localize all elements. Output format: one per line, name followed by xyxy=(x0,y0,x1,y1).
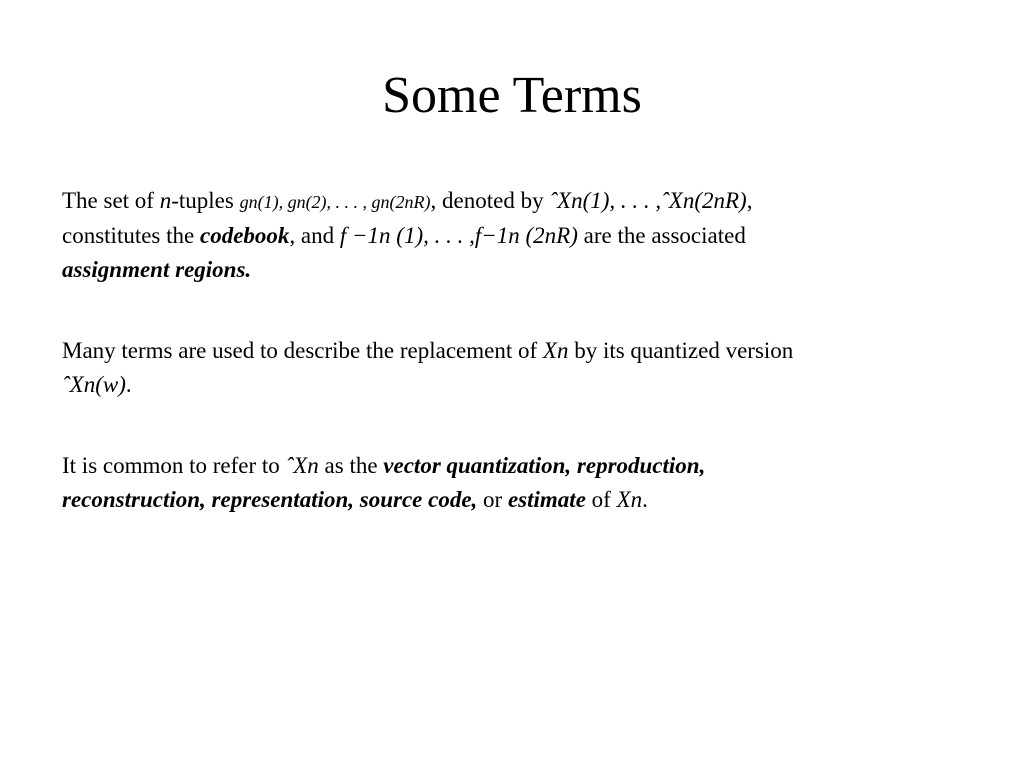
paragraph-line xyxy=(62,334,962,368)
term-separator: , xyxy=(565,453,577,478)
paragraph-line xyxy=(62,253,962,287)
term-reproduction: reproduction xyxy=(576,453,700,478)
paragraph-line xyxy=(62,184,962,219)
term-reconstruction: reconstruction xyxy=(62,487,201,512)
math-xhat: ˆXn xyxy=(285,453,319,478)
text-fragment: . xyxy=(642,487,648,512)
math-xn: Xn xyxy=(616,487,643,512)
term-separator: , xyxy=(471,487,478,512)
paragraph-codebook xyxy=(62,184,962,287)
paragraph-line xyxy=(62,449,962,483)
slide-body xyxy=(62,184,962,564)
text-fragment: , denoted by xyxy=(430,188,550,213)
text-fragment: , xyxy=(746,188,753,213)
math-xhat-w: ˆXn(w) xyxy=(62,372,126,397)
paragraph-line xyxy=(62,483,962,517)
paragraph-line xyxy=(62,219,962,253)
term-estimate: estimate xyxy=(507,487,586,512)
math-codewords xyxy=(240,192,431,212)
text-fragment: as the xyxy=(318,453,384,478)
text-fragment: -tuples xyxy=(171,188,240,213)
text-fragment: . xyxy=(125,372,132,397)
text-fragment: by its quantized version xyxy=(568,338,794,363)
term-vector-quantization: vector quantization xyxy=(383,453,566,478)
text-fragment: constitutes the xyxy=(62,223,200,248)
term-separator: , xyxy=(348,487,360,512)
text-fragment: It is common to refer to xyxy=(62,453,286,478)
term-representation: representation xyxy=(211,487,349,512)
math-reproduction-set: ˆXn(1), . . . ,ˆXn(2nR) xyxy=(549,188,747,213)
term-codebook: codebook xyxy=(199,223,290,248)
math-n: n xyxy=(159,188,172,213)
paragraph-replacement xyxy=(62,334,962,402)
math-codewords-text: gn(1), gn(2), . . . , gn(2nR) xyxy=(239,192,431,212)
paragraph-line xyxy=(62,368,962,402)
term-source-code: source code xyxy=(359,487,472,512)
paragraph-terminology xyxy=(62,449,962,517)
text-fragment: are the associated xyxy=(577,223,746,248)
term-assignment-regions: assignment regions. xyxy=(62,257,252,282)
slide-title: Some Terms xyxy=(382,67,642,124)
text-fragment: Many terms are used to describe the replacement of xyxy=(62,338,543,363)
text-fragment: of xyxy=(585,487,617,512)
math-inverse-regions: f −1n (1), . . . ,f−1n (2nR) xyxy=(339,223,578,248)
text-fragment: , and xyxy=(289,223,340,248)
term-separator: , xyxy=(699,453,706,478)
text-fragment: The set of xyxy=(62,188,160,213)
math-xn: Xn xyxy=(542,338,569,363)
term-separator: , xyxy=(200,487,212,512)
text-fragment: or xyxy=(477,487,508,512)
